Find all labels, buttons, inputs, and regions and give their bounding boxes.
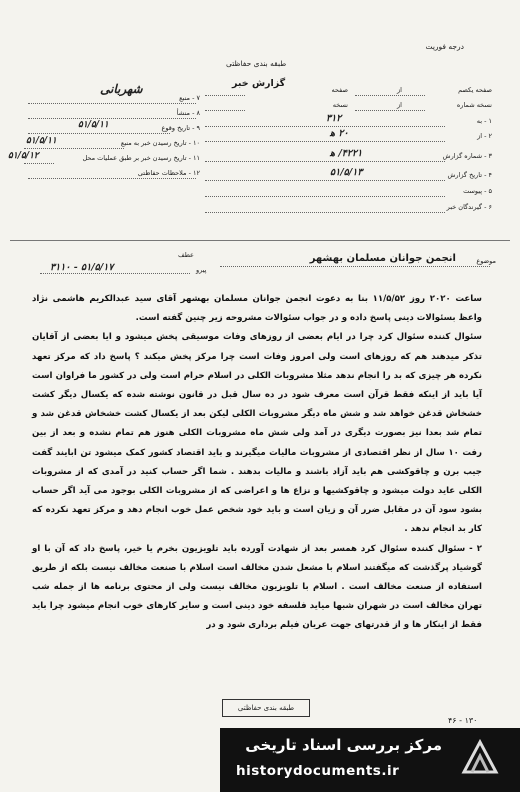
body-paragraph: ۲ - سئوال کننده سئوال کرد همسر بعد از شهادت آورده باید تلویزیون بخرم یا خیر، پاسخ داد که آن با او گوشیاد پرگذشت که میگفتند اسلام با مشعل شدن مخالف است اسلام با صنعت مخالف نیست بلکه از طریق استفاده از صنعت مخالف است . اسلام با تلویزیون مخالف نیست ولی از محتوی برنامه ها از جمله شب تهران مخالف است در شهران شبها میاید فلسفه خود دینی است و سایر کارهای خوب انجام میشود چرا باید فقط از اینکار ها و از قدرتهای جهت عریان فیلم برداری شود و در [32,543,482,631]
page-code: ۴۶ - ۱۳۰ [448,716,478,725]
field-report-number-value: ۴۲۲۱/ ه‍ [330,148,363,159]
field-divider [205,161,445,162]
field-divider [28,133,170,134]
archive-logo-icon [458,738,502,778]
watermark-url[interactable]: historydocuments.ir [236,763,400,779]
field-divider [24,148,124,149]
field-report-date-label: ۴ - تاریخ گزارش [447,171,492,179]
field-recipients-label: ۶ - گیرندگان خبر [446,203,492,211]
field-source-label: ۷ - منبع [179,94,200,102]
field-origin-label: ۸ - منشأ [176,109,200,117]
field-to-value: ۳۱۲ [326,113,342,124]
urgency-label: درجه فوریت [425,42,464,51]
field-copy-of: از [397,101,402,109]
field-from-value: ۲۰ ه‍ [330,128,349,139]
field-divider [355,110,425,111]
field-divider [40,273,190,274]
report-body [32,290,482,636]
field-divider [220,266,490,267]
field-divider [205,212,445,213]
field-divider [28,103,196,104]
field-page-of: از [397,86,402,94]
field-from-label: ۲ - از [477,132,492,140]
field-received-by-unit-label: ۱۱ - تاریخ رسیدن خبر بر طبق عملیات محل [82,154,200,162]
security-classification-label: طبقه بندی حفاظتی [226,59,287,68]
field-divider [205,95,245,96]
field-divider [205,110,245,111]
field-divider [205,141,445,142]
field-divider [28,178,196,179]
field-page-end: صفحه [331,86,348,94]
field-received-by-unit-value: ۵۱/۵/۱۲ [8,151,39,161]
subject-value: انجمن جوانان مسلمان بهشهر [309,253,456,264]
field-divider [205,126,445,127]
classification-stamp: طبقه بندی حفاظتی [222,699,310,717]
field-page-label: صفحه یکصم [458,86,492,94]
field-received-by-source-label: ۱۰ - تاریخ رسیدن خبر به منبع [120,139,200,147]
field-divider [24,163,54,164]
field-attachment-label: ۵ - پیوست [463,187,492,195]
reference-label: عطف [178,251,194,259]
field-copy-label: نسخه شماره [456,101,492,109]
field-security-notes-label: ۱۲ - ملاحظات حفاظتی [137,169,200,177]
header-divider [10,240,510,241]
field-report-number-label: ۳ - شماره گزارش [442,152,492,160]
field-divider [205,196,445,197]
followup-label: پیرو [196,266,207,274]
field-divider [205,180,445,181]
field-divider [28,118,196,119]
reference-value: ۵۱/۵/۱۷ - ۳۱۱۰ [50,262,114,273]
subject-label: موضوع [476,257,496,265]
body-paragraph: سئوال کننده سئوال کرد چرا در ایام بعضی از روزهای وفات موسیقی پخش میشود و ایا بعضی از آقایان تذکر میدهند هم که روزهای است ولی امروز وفات است چرا مرکز پخش میکند ؟ پاسخ داد که مرکز تعهد نکرده هر چیزی که بد را انجام ندهد مثلا مشروبات الکلی در اسلام حرام است ولی در کشور ما فراوان است آیا باید از اینکه فقط قرآن است معرف شود در ده سال قبل در قانون نوشته شده که یکسال دیگر کشت خشخاش قدغن خواهد شد و شش ماه دیگر مشروبات الکلی لیکن بعد از یکسال کشت خشخاش قدغن شد و تمام شد بعدا نیز بصورت دیگری در آمد ولی شش ماه مشروبات الکلی هنوز هم تمام نشده و بعد از بین رفت ۱۰ سال از نظر اقتصادی از مشروبات مالیات میگیرند و باید اقتصاد کشور کمک میشود تن ابایند گفت جیب برن و چاقوکشی هم باید آزاد باشند و مالیات بدهند . شما اگر حساب کنید در آمدی که از مشروبات الکلی عاید دولت میشود و چاقوکشیها و نزاع ها و اعراضی که از مشروبات الکلی بوجود می آید اگر حساب بشود سود آن در مقابل ضرر آن و زیان است و باید خود شخص عمل خوب انجام دهد و مرکز تعهد نکرده که کار بد انجام ندهد . [32,332,482,535]
form-title: گزارش خبر [232,78,286,89]
body-paragraph: ساعت ۲۰۲۰ روز ۱۱/۵/۵۲ بنا به دعوت انجمن جوانان مسلمان بهشهر آقای سید عبدالکریم هاشمی نژاد واعظ بسئوالات دینی پاسخ داده و در جواب سئوالات مشروحه زیر چنین گفته است. [32,294,482,324]
field-event-date-label: ۹ - تاریخ وقوع [161,124,200,132]
field-to-label: ۱ - به [476,117,492,125]
field-received-by-source-value: ۵۱/۵/۱۱ [26,136,57,146]
field-divider [355,95,425,96]
field-report-date-value: ۵۱/۵/۱۳ [330,167,363,178]
watermark-title: مرکز بررسی اسناد تاریخی [245,736,442,754]
field-copy-end: نسخه [332,101,348,109]
field-event-date-value: ۵۱/۵/۱۱ [78,120,109,130]
handwritten-agency-name: شهربانی [100,82,143,96]
